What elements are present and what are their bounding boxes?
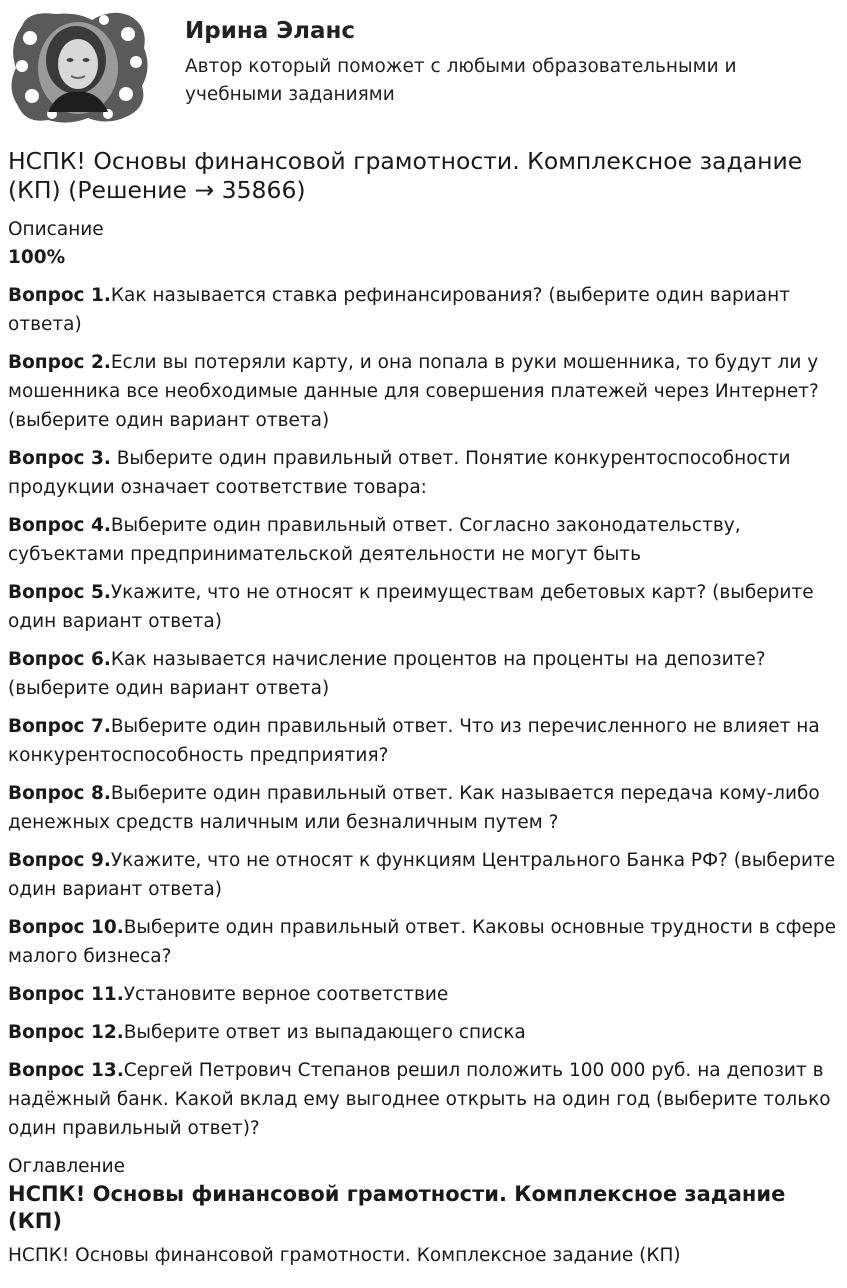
- question-text: Выберите один правильный ответ. Каковы основные трудности в сфере малого бизнеса?: [8, 917, 837, 967]
- question-item: [8, 980, 839, 1009]
- author-description: Автор который поможет с любыми образовательными и учебными заданиями: [185, 56, 737, 105]
- question-label: Вопрос 7.: [8, 716, 111, 737]
- question-item: [8, 846, 839, 904]
- question-text: Выберите один правильный ответ. Согласно законодательству, субъектами предпринимательской деятельности не могут быть: [8, 515, 741, 565]
- question-text: Установите верное соответствие: [123, 984, 449, 1005]
- question-text: Сергей Петрович Степанов решил положить 100 000 руб. на депозит в надёжный банк. Какой вклад ему выгоднее открыть на один год (выберите только один правильный ответ)?: [8, 1060, 831, 1139]
- question-item: [8, 645, 839, 703]
- question-item: [8, 281, 839, 339]
- question-text: Как называется ставка рефинансирования? (выберите один вариант ответа): [8, 285, 791, 335]
- question-text: Выберите ответ из выпадающего списка: [123, 1022, 526, 1043]
- toc-title: НСПК! Основы финансовой грамотности. Комплексное задание (КП): [8, 1182, 786, 1233]
- completion-percent: 100%: [8, 247, 66, 268]
- author-name[interactable]: Ирина Эланс: [185, 18, 356, 44]
- question-label: Вопрос 3.: [8, 448, 111, 469]
- question-label: Вопрос 8.: [8, 783, 111, 804]
- question-text: Выберите один правильный ответ. Понятие конкурентоспособности продукции означает соответствие товара:: [8, 448, 791, 498]
- question-label: Вопрос 13.: [8, 1060, 124, 1081]
- question-item: [8, 511, 839, 569]
- author-avatar: [8, 8, 150, 126]
- question-item: [8, 1018, 839, 1047]
- question-text: Как называется начисление процентов на проценты на депозите? (выберите один вариант ответа): [8, 649, 766, 699]
- question-label: Вопрос 6.: [8, 649, 111, 670]
- question-item: [8, 779, 839, 837]
- question-label: Вопрос 11.: [8, 984, 124, 1005]
- question-text: Выберите один правильный ответ. Как называется передача кому-либо денежных средств наличным или безналичным путем ?: [8, 783, 820, 833]
- question-item: [8, 578, 839, 636]
- question-label: Вопрос 12.: [8, 1022, 124, 1043]
- question-text: Если вы потеряли карту, и она попала в руки мошенника, то будут ли у мошенника все необходимые данные для совершения платежей через Интернет? (выберите один вариант ответа): [8, 352, 819, 431]
- question-item: [8, 1056, 839, 1143]
- question-label: Вопрос 9.: [8, 850, 111, 871]
- page-title: НСПК! Основы финансовой грамотности. Комплексное задание (КП) (Решение → 35866): [8, 147, 803, 204]
- question-text: Укажите, что не относят к функциям Центрального Банка РФ? (выберите один вариант ответа): [8, 850, 836, 900]
- question-item: [8, 348, 839, 435]
- toc-item[interactable]: НСПК! Основы финансовой грамотности. Комплексное задание (КП): [8, 1245, 681, 1266]
- description-label: Описание: [8, 219, 104, 240]
- question-label: Вопрос 2.: [8, 352, 111, 373]
- question-label: Вопрос 5.: [8, 582, 111, 603]
- question-label: Вопрос 1.: [8, 285, 111, 306]
- question-item: [8, 712, 839, 770]
- question-text: Укажите, что не относят к преимуществам дебетовых карт? (выберите один вариант ответа): [8, 582, 814, 632]
- question-list: [8, 281, 839, 1152]
- question-label: Вопрос 4.: [8, 515, 111, 536]
- question-label: Вопрос 10.: [8, 917, 124, 938]
- author-header: [8, 8, 839, 128]
- question-item: [8, 444, 839, 502]
- question-item: [8, 913, 839, 971]
- toc-label: Оглавление: [8, 1156, 126, 1177]
- question-text: Выберите один правильный ответ. Что из перечисленного не влияет на конкурентоспособность предприятия?: [8, 716, 820, 766]
